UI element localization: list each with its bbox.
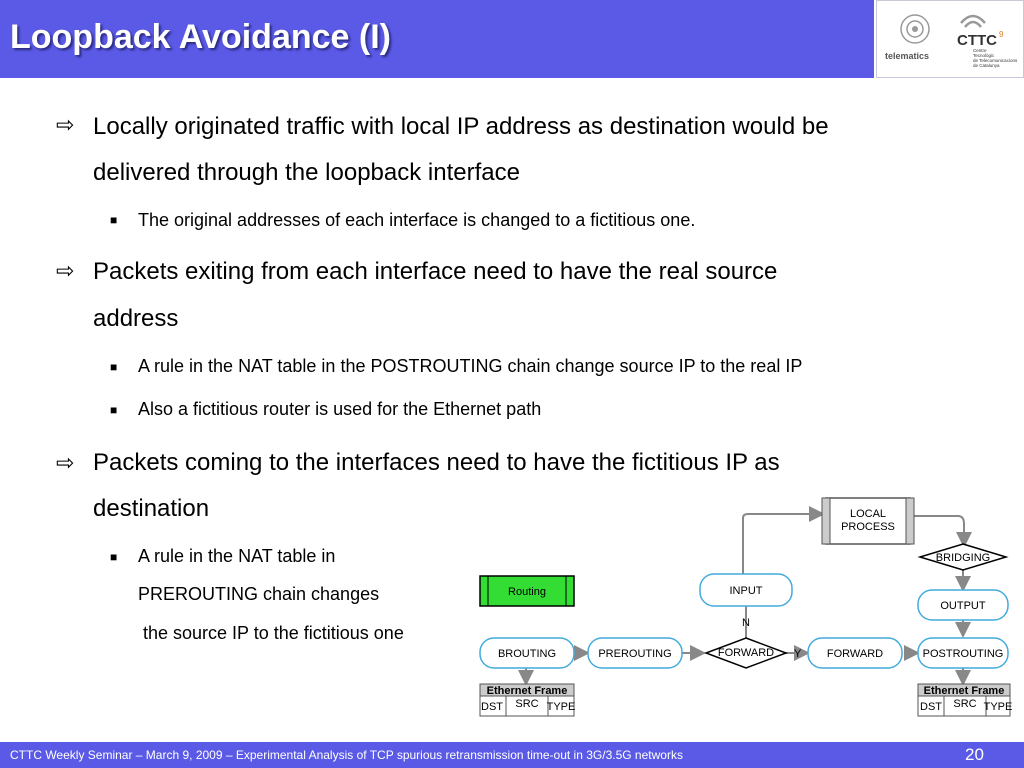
cttc-sub-3: de Catalunya (973, 63, 1000, 68)
ethernet-frame-right (918, 684, 1012, 716)
square-bullet-icon: ■ (110, 360, 118, 374)
cttc-text: CTTC (957, 32, 997, 49)
output-node (918, 590, 1008, 620)
bullet-line: Packets coming to the interfaces need to have the fictitious IP as (93, 449, 780, 476)
routing-box (480, 576, 574, 606)
forward-decision (706, 638, 786, 668)
footer-bar (0, 742, 1024, 768)
square-bullet-icon: ■ (110, 403, 118, 417)
ethernet-frame-left (480, 684, 575, 716)
bullet-line: destination (93, 495, 210, 522)
routing-label: Routing (508, 586, 546, 598)
logo-area (876, 0, 1024, 78)
eth-type: TYPE (546, 701, 576, 713)
eth-type: TYPE (983, 701, 1013, 713)
output-label: OUTPUT (940, 600, 986, 612)
local-process-box (822, 498, 914, 544)
input-node (700, 574, 792, 606)
eth-frame-title: Ethernet Frame (923, 685, 1005, 697)
cttc-sub-0: Centre (973, 48, 987, 53)
telematics-text: telematics (885, 51, 930, 61)
slide-title: Loopback Avoidance (I) (10, 18, 391, 56)
cttc-logo (957, 16, 1018, 68)
input-label: INPUT (729, 585, 763, 597)
bullet-line: Packets exiting from each interface need to have the real source (93, 258, 778, 285)
n-label: N (742, 617, 750, 629)
bridging-label: BRIDGING (935, 552, 991, 564)
netfilter-diagram (476, 492, 1024, 722)
local-process-label-0: LOCAL (849, 508, 887, 520)
prerouting-node (588, 638, 682, 668)
title-bar (0, 0, 874, 78)
brouting-label: BROUTING (497, 648, 557, 660)
eth-src: SRC (515, 698, 539, 710)
square-bullet-icon: ■ (110, 550, 118, 564)
cttc-sup: 9 (999, 30, 1004, 39)
eth-src: SRC (953, 698, 977, 710)
arrow-bullet-icon: ⇨ (56, 258, 75, 283)
bullet-line: Locally originated traffic with local IP address as destination would be (93, 113, 829, 140)
logos-graphic (877, 1, 1024, 79)
sub-bullet: Also a fictitious router is used for the Ethernet path (138, 399, 542, 419)
footer-text: CTTC Weekly Seminar – March 9, 2009 – Experimental Analysis of TCP spurious retransmission time-out in 3G/3.5G networks (10, 748, 683, 762)
y-label: Y (794, 648, 802, 660)
telematics-logo (885, 15, 929, 61)
sub-bullet: A rule in the NAT table in the POSTROUTING chain change source IP to the real IP (138, 356, 803, 376)
eth-frame-title: Ethernet Frame (486, 685, 568, 697)
brouting-node (480, 638, 574, 668)
eth-dst: DST (481, 701, 503, 713)
arrow-bullet-icon: ⇨ (56, 450, 75, 475)
arrow-bullet-icon: ⇨ (56, 112, 75, 137)
bullet-line: address (93, 305, 179, 332)
sub-bullet: A rule in the NAT table in (138, 546, 336, 566)
bullet-line: delivered through the loopback interface (93, 159, 520, 186)
page-number: 20 (965, 745, 984, 764)
cttc-sub-2: de Telecomunicacions (973, 58, 1018, 63)
postrouting-label: POSTROUTING (922, 648, 1004, 660)
forward-decision-label: FORWARD (717, 647, 775, 659)
square-bullet-icon: ■ (110, 213, 118, 227)
bridging-decision (920, 544, 1006, 570)
postrouting-node (918, 638, 1008, 668)
sub-bullet: The original addresses of each interface is changed to a fictitious one. (138, 210, 696, 230)
local-process-label-1: PROCESS (841, 521, 895, 533)
cttc-sub-1: Tecnològic (973, 53, 995, 58)
sub-bullet: PREROUTING chain changes (138, 584, 380, 604)
sub-bullet: the source IP to the fictitious one (138, 623, 404, 643)
prerouting-label: PREROUTING (598, 648, 672, 660)
forward-label: FORWARD (826, 648, 884, 660)
eth-dst: DST (920, 701, 942, 713)
forward-node (808, 638, 902, 668)
